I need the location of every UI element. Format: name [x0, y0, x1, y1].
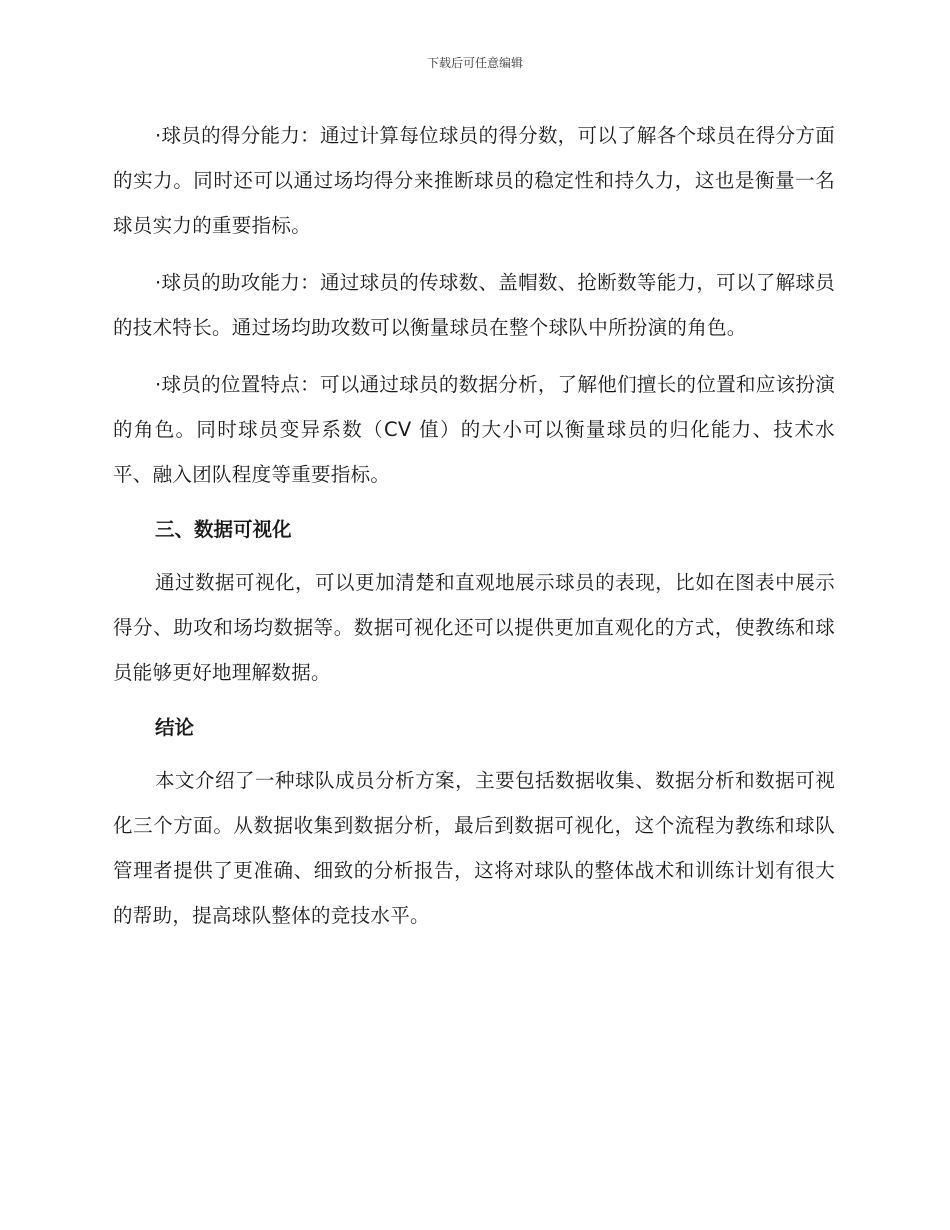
bullet-text: 球员的位置特点：可以通过球员的数据分析，了解他们擅长的位置和应该扮演的角色。同时球员变异系数（CV 值）的大小可以衡量球员的归化能力、技术水平、融入团队程度等重要指标。	[113, 373, 835, 486]
bullet-paragraph-scoring	[113, 113, 835, 248]
bullet-marker: ·	[155, 271, 162, 294]
bullet-text: 球员的得分能力：通过计算每位球员的得分数，可以了解各个球员在得分方面的实力。同时还可以通过场均得分来推断球员的稳定性和持久力，这也是衡量一名球员实力的重要指标。	[113, 124, 835, 237]
section-paragraph-visualization: 通过数据可视化，可以更加清楚和直观地展示球员的表现，比如在图表中展示得分、助攻和场均数据等。数据可视化还可以提供更加直观化的方式，使教练和球员能够更好地理解数据。	[113, 571, 835, 684]
bullet-text: 球员的助攻能力：通过球员的传球数、盖帽数、抢断数等能力，可以了解球员的技术特长。通过场均助攻数可以衡量球员在整个球队中所扮演的角色。	[113, 271, 835, 339]
bullet-paragraph-assists	[113, 260, 835, 350]
header-note: 下载后可任意编辑	[426, 56, 523, 70]
section-paragraph-conclusion: 本文介绍了一种球队成员分析方案，主要包括数据收集、数据分析和数据可视化三个方面。从数据收集到数据分析，最后到数据可视化，这个流程为教练和球队管理者提供了更准确、细致的分析报告，这将对球队的整体战术和训练计划有很大的帮助，提高球队整体的竞技水平。	[113, 769, 835, 927]
bullet-paragraph-position	[113, 362, 835, 497]
bullet-marker: ·	[155, 373, 162, 396]
section-heading-conclusion: 结论	[155, 716, 195, 739]
section-heading-visualization: 三、数据可视化	[155, 518, 292, 541]
document-body	[113, 113, 835, 938]
bullet-marker: ·	[155, 124, 162, 147]
